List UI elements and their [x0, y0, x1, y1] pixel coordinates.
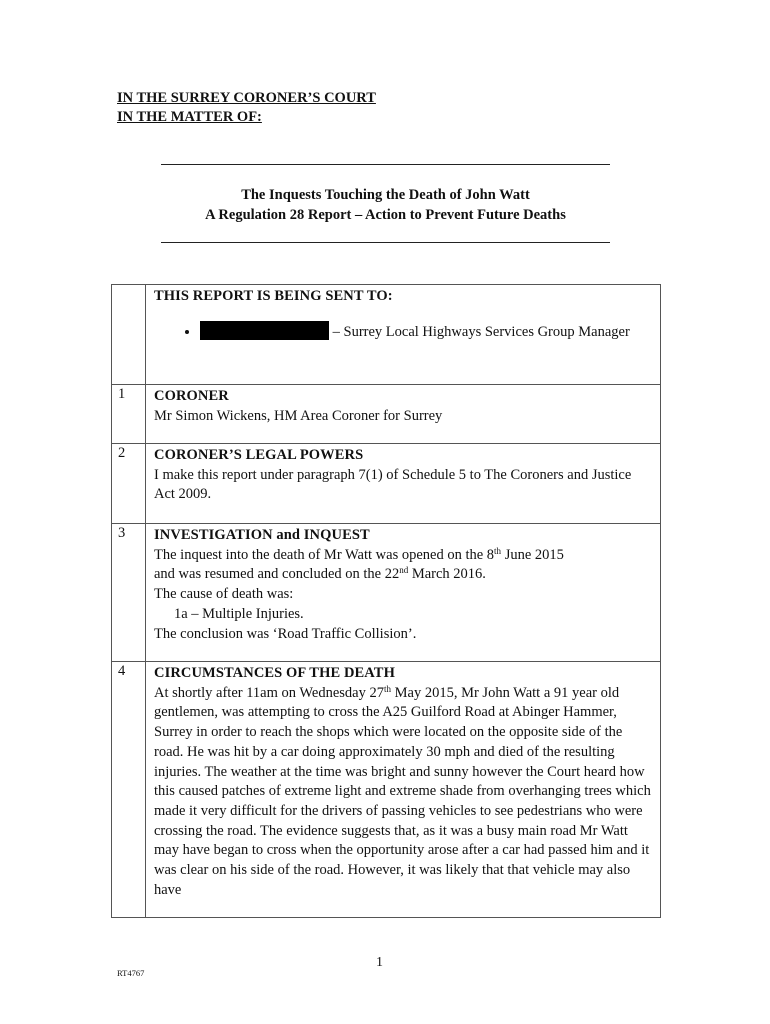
resumed-date-text: March 2016. — [408, 566, 486, 583]
section-number: 3 — [112, 524, 146, 662]
section-heading: CORONER’S LEGAL POWERS — [154, 447, 364, 463]
court-heading — [117, 89, 376, 127]
recipients-cell — [146, 285, 661, 385]
resumed-ordinal: nd — [399, 565, 409, 576]
opened-date-text: June 2015 — [501, 546, 564, 563]
section-text: Mr Simon Wickens, HM Area Coroner for Surrey — [154, 407, 443, 424]
section-cell-legal-powers — [146, 444, 661, 524]
section-row-legal-powers — [112, 444, 661, 524]
cause-intro: The cause of death was: — [154, 586, 294, 603]
title-top-rule — [161, 164, 610, 165]
recipients-heading: THIS REPORT IS BEING SENT TO: — [154, 288, 393, 304]
opened-text: The inquest into the death of Mr Watt was opened on the 8 — [154, 546, 495, 563]
conclusion: The conclusion was ‘Road Traffic Collision’. — [154, 625, 417, 642]
section-text: I make this report under paragraph 7(1) of Schedule 5 to The Coroners and Justice Act 2009. — [154, 466, 632, 503]
recipients-list — [154, 321, 652, 343]
circumstances-text — [154, 684, 652, 901]
section-row-circumstances — [112, 662, 661, 918]
section-heading: INVESTIGATION and INQUEST — [154, 527, 370, 543]
recipient-item — [200, 321, 652, 343]
recipients-number-cell — [112, 285, 146, 385]
cause-of-death: 1a – Multiple Injuries. — [174, 605, 304, 622]
opened-ordinal: th — [494, 545, 502, 556]
recipient-text: – Surrey Local Highways Services Group Manager — [329, 323, 630, 340]
inquest-resumed-line — [154, 565, 652, 585]
section-heading: CIRCUMSTANCES OF THE DEATH — [154, 665, 395, 681]
inquest-opened-line — [154, 546, 652, 566]
page-number: 1 — [376, 955, 383, 970]
section-cell-coroner — [146, 385, 661, 444]
section-cell-circumstances — [146, 662, 661, 918]
title-bottom-rule — [161, 242, 610, 243]
document-title: The Inquests Touching the Death of John Watt — [241, 187, 530, 203]
section-cell-investigation — [146, 524, 661, 662]
resumed-text: and was resumed and concluded on the 22 — [154, 566, 400, 583]
report-table — [111, 284, 661, 918]
document-reference: RT4767 — [117, 968, 145, 978]
document-subtitle: A Regulation 28 Report – Action to Prevent Future Deaths — [205, 207, 566, 223]
recipients-row — [112, 285, 661, 385]
section-number: 1 — [112, 385, 146, 444]
redaction-block — [200, 321, 329, 340]
section-number: 2 — [112, 444, 146, 524]
circumstances-text-start: At shortly after 11am on Wednesday 27 — [154, 684, 384, 701]
section-number: 4 — [112, 662, 146, 918]
court-line: IN THE SURREY CORONER’S COURT — [117, 90, 376, 106]
section-row-coroner — [112, 385, 661, 444]
circumstances-text-rest: May 2015, Mr John Watt a 91 year old gentlemen, was attempting to cross the A25 Guilford Road at Abinger Hammer, Surrey in order to reach the shops which were located on the opposite side of the road. He was hit by a car doing approximately 30 mph and died of the resulting injuries. The weather at the time was bright and sunny however the Court heard how this caused patches of extreme light and extreme shade from overhanging trees which made it very difficult for the drivers of passing vehicles to see pedestrians who were crossing the road. The evidence suggests that, as it was a busy main road Mr Watt may have began to cross when the opportunity arose after a car had passed him and it was clear on his side of the road. However, it was likely that that vehicle may also have — [154, 684, 651, 898]
circumstances-ordinal: th — [383, 683, 391, 694]
section-heading: CORONER — [154, 388, 229, 404]
matter-line: IN THE MATTER OF: — [117, 109, 262, 125]
section-row-investigation — [112, 524, 661, 662]
